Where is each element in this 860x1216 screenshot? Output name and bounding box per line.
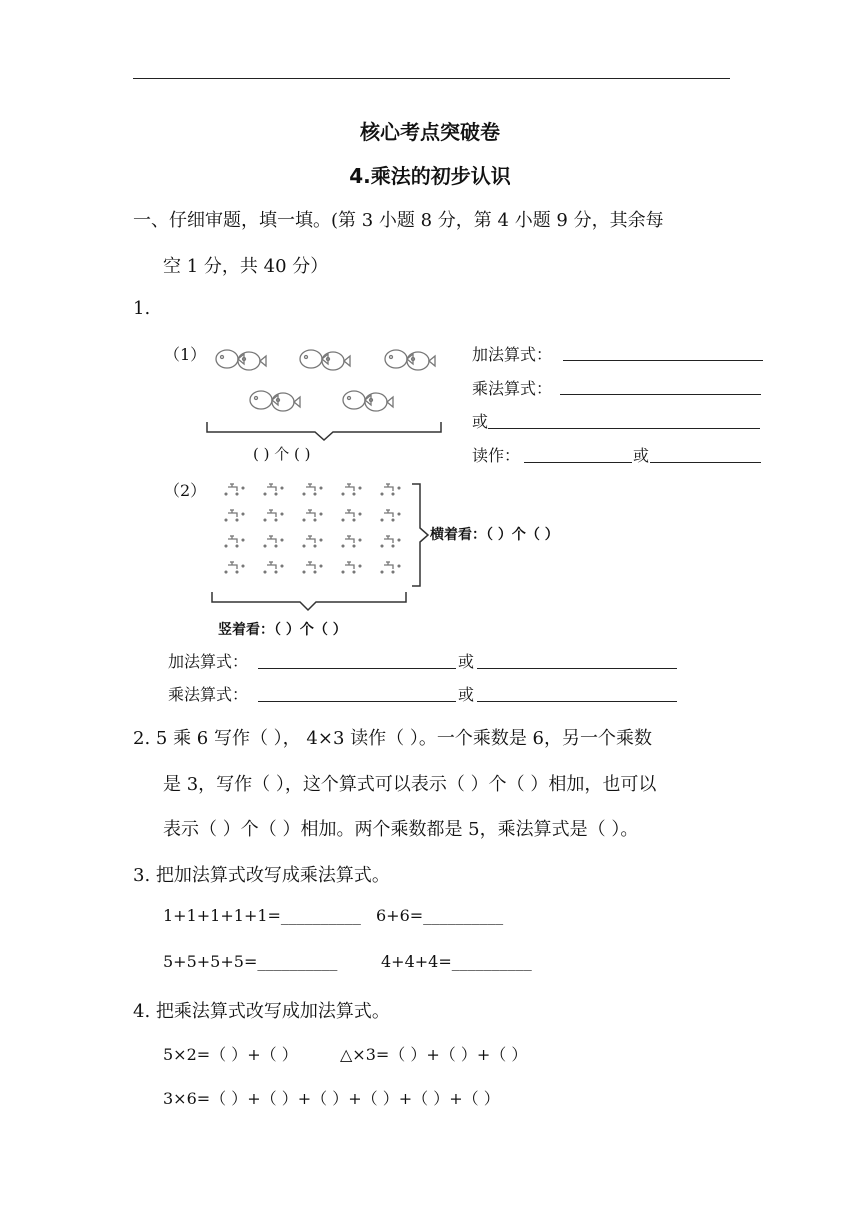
faucet-icon — [380, 508, 402, 524]
q3-heading: 3. 把加法算式改写成乘法算式。 — [133, 865, 390, 886]
q1-part2-add-line-2[interactable] — [477, 668, 677, 669]
q1-add-answer-line[interactable] — [563, 360, 763, 361]
question-1-number: 1. — [133, 298, 151, 319]
fish-pair-icon — [213, 345, 268, 377]
q1-part1-label: （1） — [164, 345, 207, 364]
faucet-icon — [263, 534, 285, 550]
page-subtitle: 4.乘法的初步认识 — [349, 164, 511, 188]
bottom-brace-2 — [210, 590, 410, 612]
faucet-icon — [380, 482, 402, 498]
q1-or-answer-line[interactable] — [488, 428, 760, 429]
q2-line3: 表示（ ）个（ ）相加。两个乘数都是 5，乘法算式是（ ）。 — [163, 819, 639, 840]
q1-vertical-label: 竖着看：（ ）个（ ） — [218, 622, 347, 638]
faucet-icon — [224, 534, 246, 550]
q1-part2-label: （2） — [164, 481, 207, 500]
page-title: 核心考点突破卷 — [360, 120, 500, 144]
q4-row1-a[interactable]: 5×2=（ ）+（ ） — [163, 1045, 298, 1064]
faucet-icon — [263, 482, 285, 498]
q1-mul-label: 乘法算式： — [472, 379, 553, 398]
q4-row2[interactable]: 3×6=（ ）+（ ）+（ ）+（ ）+（ ）+（ ） — [163, 1089, 500, 1108]
faucet-icon — [341, 508, 363, 524]
q1-part2-add-label: 加法算式： — [168, 652, 249, 671]
fish-pair-icon — [247, 386, 302, 418]
q4-heading: 4. 把乘法算式改写成加法算式。 — [133, 1001, 390, 1022]
faucet-icon — [302, 560, 324, 576]
faucet-icon — [341, 534, 363, 550]
fish-pair-icon — [382, 345, 437, 377]
faucet-icon — [302, 534, 324, 550]
header-rule — [133, 78, 730, 79]
q1-horizontal-label: 横着看：（ ）个（ ） — [430, 527, 559, 543]
q1-part2-mul-line-2[interactable] — [477, 701, 677, 702]
faucet-icon — [263, 560, 285, 576]
q1-add-label: 加法算式： — [472, 345, 553, 364]
q1-or-label: 或 — [472, 412, 489, 431]
q1-read-answer-line-2[interactable] — [650, 462, 761, 463]
q1-part2-add-or: 或 — [458, 652, 475, 671]
faucet-icon — [341, 560, 363, 576]
q4-row1-b[interactable]: △×3=（ ）+（ ）+（ ） — [340, 1045, 528, 1064]
faucet-icon — [302, 482, 324, 498]
fish-pair-icon — [297, 345, 352, 377]
q1-read-label: 读作： — [472, 446, 521, 465]
faucet-icon — [341, 482, 363, 498]
q1-part2-mul-line-1[interactable] — [258, 701, 456, 702]
q3-row1-b[interactable]: 6+6=__________ — [376, 906, 504, 925]
q1-read-or: 或 — [633, 446, 650, 465]
q3-row2-b[interactable]: 4+4+4=__________ — [381, 952, 532, 971]
faucet-icon — [263, 508, 285, 524]
q3-row1-a[interactable]: 1+1+1+1+1=__________ — [163, 906, 361, 925]
section-heading-line1: 一、仔细审题，填一填。(第 3 小题 8 分，第 4 小题 9 分，其余每 — [133, 210, 664, 231]
faucet-icon — [224, 482, 246, 498]
fish-pair-icon — [340, 386, 395, 418]
faucet-icon — [380, 560, 402, 576]
bottom-brace — [205, 420, 443, 442]
q3-row2-a[interactable]: 5+5+5+5=__________ — [163, 952, 338, 971]
q2-line1: 2. 5 乘 6 写作（ ）， 4×3 读作（ ）。一个乘数是 6，另一个乘数 — [133, 728, 653, 749]
q1-read-answer-line-1[interactable] — [524, 462, 632, 463]
faucet-icon — [302, 508, 324, 524]
section-heading-line2: 空 1 分，共 40 分） — [163, 256, 329, 277]
faucet-icon — [224, 508, 246, 524]
q1-part2-mul-or: 或 — [458, 685, 475, 704]
q2-line2: 是 3，写作（ ），这个算式可以表示（ ）个（ ）相加，也可以 — [163, 774, 657, 795]
right-brace — [410, 482, 432, 588]
faucet-icon — [224, 560, 246, 576]
q1-part1-brace-label: ( ) 个 ( ) — [253, 445, 311, 463]
q1-part2-add-line-1[interactable] — [258, 668, 456, 669]
faucet-icon — [380, 534, 402, 550]
q1-part2-mul-label: 乘法算式： — [168, 685, 249, 704]
q1-mul-answer-line[interactable] — [560, 394, 761, 395]
